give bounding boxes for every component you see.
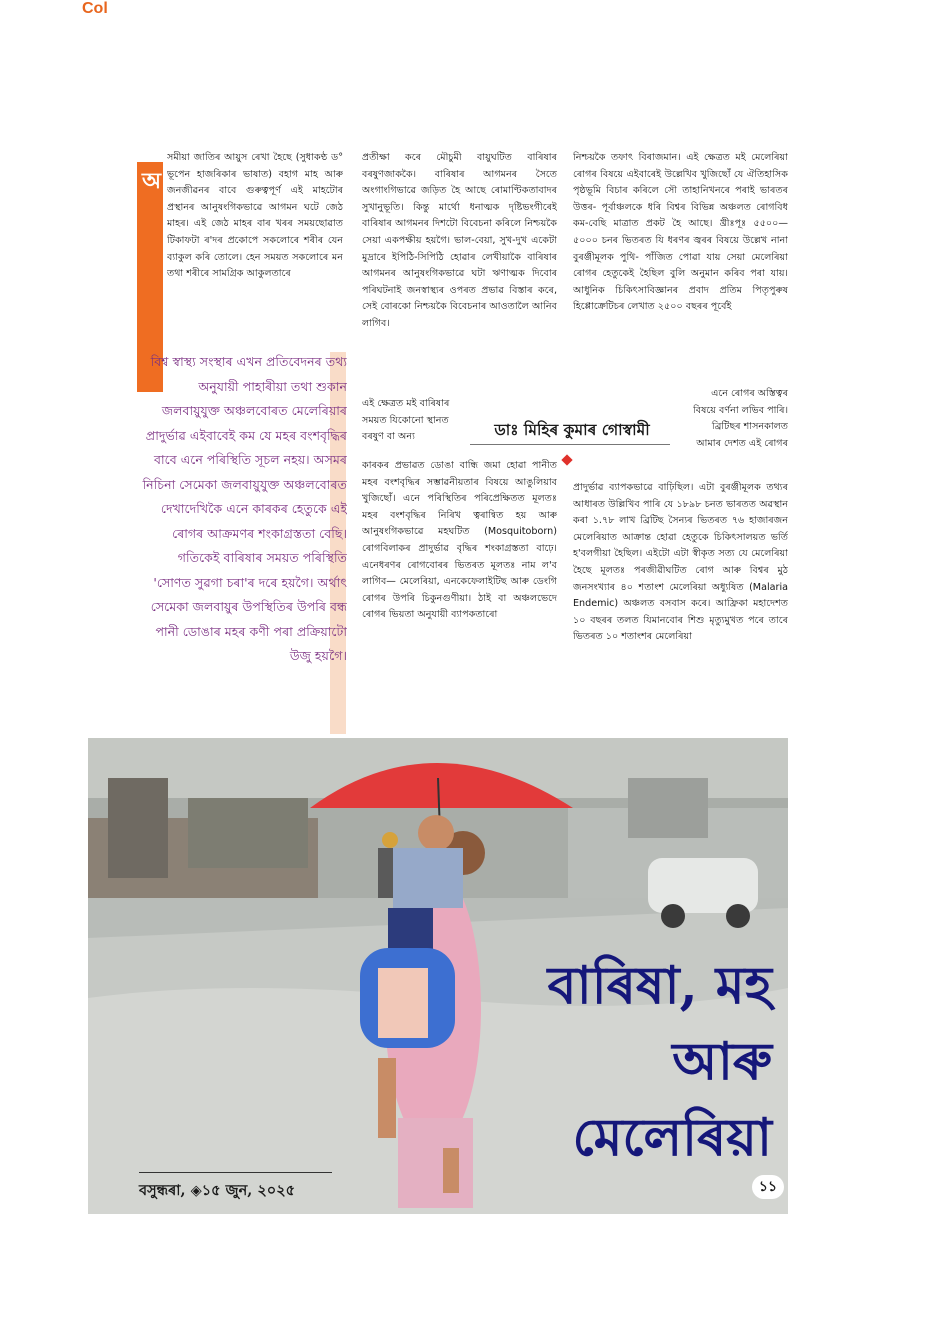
column-3-top-text: নিশ্চয়কৈ তফাৎ বিৰাজমান। এই ক্ষেত্ৰত মই মেলেৰিয়া ৰোগৰ বিষয়ে এইবাৰেই উল্লেখিব খুজিছোঁ যে ঐতিহাসিক পৃষ্ঠভূমি বিচাৰ কৰিলে সৌ তাহানিখনৰে পৰাই ভাৰতৰ উত্তৰ- পূৰ্বাঞ্চলকে ধৰি বিশ্বৰ বিভিন্ন অঞ্চলত ৰোগবিধ কম-বেছি মাত্ৰাত প্ৰকট হৈ আছে। খ্ৰীঃপূঃ ৫৫০০—৫০০০ চনৰ ভিতৰত যি ধৰণৰ জ্বৰৰ বিষয়ে উল্লেখ নানা বুৰঞ্জীমূলক পুথি- পাঁজিত পোৱা যায় সেয়া মেলেৰিয়া ৰোগৰ হেতুকেই হৈছিল বুলি অনুমান কৰিব পৰা যায়। আধুনিক চিকিৎসাবিজ্ঞানৰ প্ৰবাদ প্ৰতিম পিতৃপুৰুষ হিপ্পোক্ৰেটিচৰ লেখাত ২৫০০ বছৰৰ পূৰ্বেই [573,152,788,313]
column-3-top [573,150,788,382]
column-3-bottom [573,480,788,736]
author-byline: ডাঃ মিহিৰ কুমাৰ গোস্বামী [494,420,650,439]
column-1 [167,150,343,283]
headline-line-2: আৰু [672,1031,772,1092]
feature-photo [88,738,788,1214]
column-2-bottom [362,458,557,734]
column-3-bottom-text: প্ৰাদুৰ্ভাৱ ব্যাপকভাৱে বাঢ়িছিল। এটা বুৰঞ্জীমূলক তথ্যৰ আধাৰত উল্লিখিব পাৰি যে ১৮৯৮ চনত ভাৰতত অৱস্থান কৰা ১.৭৮ লাখ ব্ৰিটিছ সৈন্যৰ ভিতৰত ৭৬ হাজাৰজন মেলেৰিয়াত আক্ৰান্ত হোৱা হেতুকে চিকিৎসালয়ত ভৰ্তি হ'বলগীয়া হৈছিল। এইটো এটা স্বীকৃত সত্য যে মেলেৰিয়া হৈছে মূলতঃ পৰজীৱীঘটিত ৰোগ আৰু বিশ্বৰ মুঠ জনসংখ্যাৰ ৪০ শতাংশ মেলেৰিয়া অধ্যুষিত (Malaria Endemic) অঞ্চলত বসবাস কৰে। আফ্ৰিকা মহাদেশত ১০ বছৰৰ তলত যিমানবোৰ শিশু মৃত্যুমুখত পৰে তাৰে ভিতৰত ১০ শতাংশৰ মেলেৰিয়া [573,482,788,643]
pull-quote: বিশ্ব স্বাস্থ্য সংস্থাৰ এখন প্ৰতিবেদনৰ তথ্য অনুযায়ী পাহাৰীয়া তথা শুকান জলবায়ুযুক্ত অঞ্চলবোৰত মেলেৰিয়াৰ প্ৰাদুৰ্ভাৱ এইবাবেই কম যে মহৰ বংশবৃদ্ধিৰ বাবে এনে পৰিস্থিতি সূচল নহয়। অসমৰ নিচিনা সেমেকা জলবায়ুযুক্ত অঞ্চলবোৰত দেখাদেখিকৈ এনে কাৰকৰ হেতুকে এই ৰোগৰ আক্ৰমণৰ শংকাগ্ৰস্ততা বেছি। গতিকেই বাৰিষাৰ সময়ত পৰিস্থিতি 'সোণত সুৱগা চৰা'ৰ দৰে হয়গৈ। অৰ্থাৎ সেমেকা জলবায়ুৰ উপস্থিতিৰ উপৰি বন্ধ পানী ডোঙাৰ মহৰ কণী পৰা প্ৰক্ৰিয়াটো উজু হয়গৈ। [142,354,347,663]
byline-rule [470,444,670,445]
column-2-gap-text: এই ক্ষেত্ৰত মই বাৰিষাৰ সময়ত যিকোনো স্থানত বৰষুণ বা অন্য [362,398,450,443]
footer-publication: বসুন্ধৰা, ◈১৫ জুন, ২০২৫ [139,1182,296,1199]
column-3-gap-text: এনে ৰোগৰ অস্তিত্বৰ বিষয়ে বৰ্ণনা লভিব পাৰি। ব্ৰিটিছৰ শাসনকালত আমাৰ দেশত এই ৰোগৰ [693,388,788,449]
headline-line-1: বাৰিষা, মহ [547,955,772,1016]
dropcap-letter: অ [142,169,162,194]
column-2-top-text: প্ৰতীক্ষা কৰে মৌচুমী বায়ুঘটিত বাৰিষাৰ বৰষুণজাককৈ। বাৰিষাৰ আগমনৰ সৈতে অংগাংগিভাৱে জড়িত হৈ আছে ৰোমাণ্টিকতাবাদৰ সুখানুভূতি। কিন্তু মাৰ্থো ধনাত্মক দৃষ্টিভংগীৰেই বাৰিষাৰ আগমনৰ দিশটো বিবেচনা কৰিলে নিশ্চয়কৈ সেয়া একপক্ষীয় হয়গৈ। ভাল-বেয়া, সুখ-দুখ একেটা মুদ্ৰাৰে ইপিঠি-সিপিঠি হোৱাৰ লেখীয়াকৈ বাৰিষাৰ আগমনৰ আনুষংগিকভাৱে ঘটা ঋণাত্মক দিবোৰ পৰিঘটনাই জনস্বাস্থ্যৰ ওপৰত প্ৰভাৱ বিস্তাৰ কৰে, সেই বোৰকো নিশ্চয়কৈ বিবেচনাৰ আওতালৈ আনিব লাগিব। [362,152,557,329]
column-2-bottom-text: কাৰকৰ প্ৰভাৱত ডোঙা বান্ধি জমা হোৱা পানীত মহৰ বংশবৃদ্ধিৰ সম্ভাৱনীয়তাৰ বিষয়ে আঙুলিয়াব খুজিছোঁ। এনে পৰিস্থিতিৰ পৰিপ্ৰেক্ষিতত মূলতঃ মহৰ বংশবৃদ্ধিৰ নিৰিখ ত্বৰান্বিত হয় আৰু আনুষংগিকভাৱে মহঘটিত (Mosquitoborn) ৰোগবিলাকৰ প্ৰাদুৰ্ভাৱ বৃদ্ধিৰ শংকাগ্ৰস্ততা বাঢ়ে। এনেধৰণৰ ৰোগবোৰৰ ভিতৰত মূলতঃ নাম ল'ব লাগিব— মেলেৰিয়া, এনকেফেলাইটিছ আৰু ডেংগি ৰোগৰ উপৰি চিকুনগুণীয়া। ঠাই বা অঞ্চলভেদে ৰোগৰ ভিয়তা অনুযায়ী ব্যাপকতাৰো [362,460,557,621]
footer-rule [139,1172,332,1173]
page-mark: Col [82,0,108,17]
headline-line-3: মেলেৰিয়া [572,1107,772,1168]
column-2-top [362,150,557,386]
headline [548,948,772,1176]
byline-diamond [561,454,572,465]
column-1-text: সমীয়া জাতিৰ আয়ুস ৰেখা হৈছে (সুধাকণ্ঠ ড° ভূপেন হাজৰিকাৰ ভাষাত) বহাগ মাহ আৰু জনজীৱনৰ বাবে গুৰুত্বপূৰ্ণ এই মাহটোৰ প্ৰস্থানৰ আনুষংগিকভাৱে আগমন ঘটে জেঠ মাহৰ। এই জেঠ মাহৰ বাৰ খৰৰ সময়ছোৱাত টিকাফটা ৰ'দৰ প্ৰকোপে সকলোৰে শৰীৰ যেন ব্যাকুল কৰি তোলে। হেন সময়ত সকলোৰে মন তথা শৰীৰে সামগ্ৰিক আকুলতাৰে [167,152,343,280]
page-number: ১১ [752,1175,784,1199]
